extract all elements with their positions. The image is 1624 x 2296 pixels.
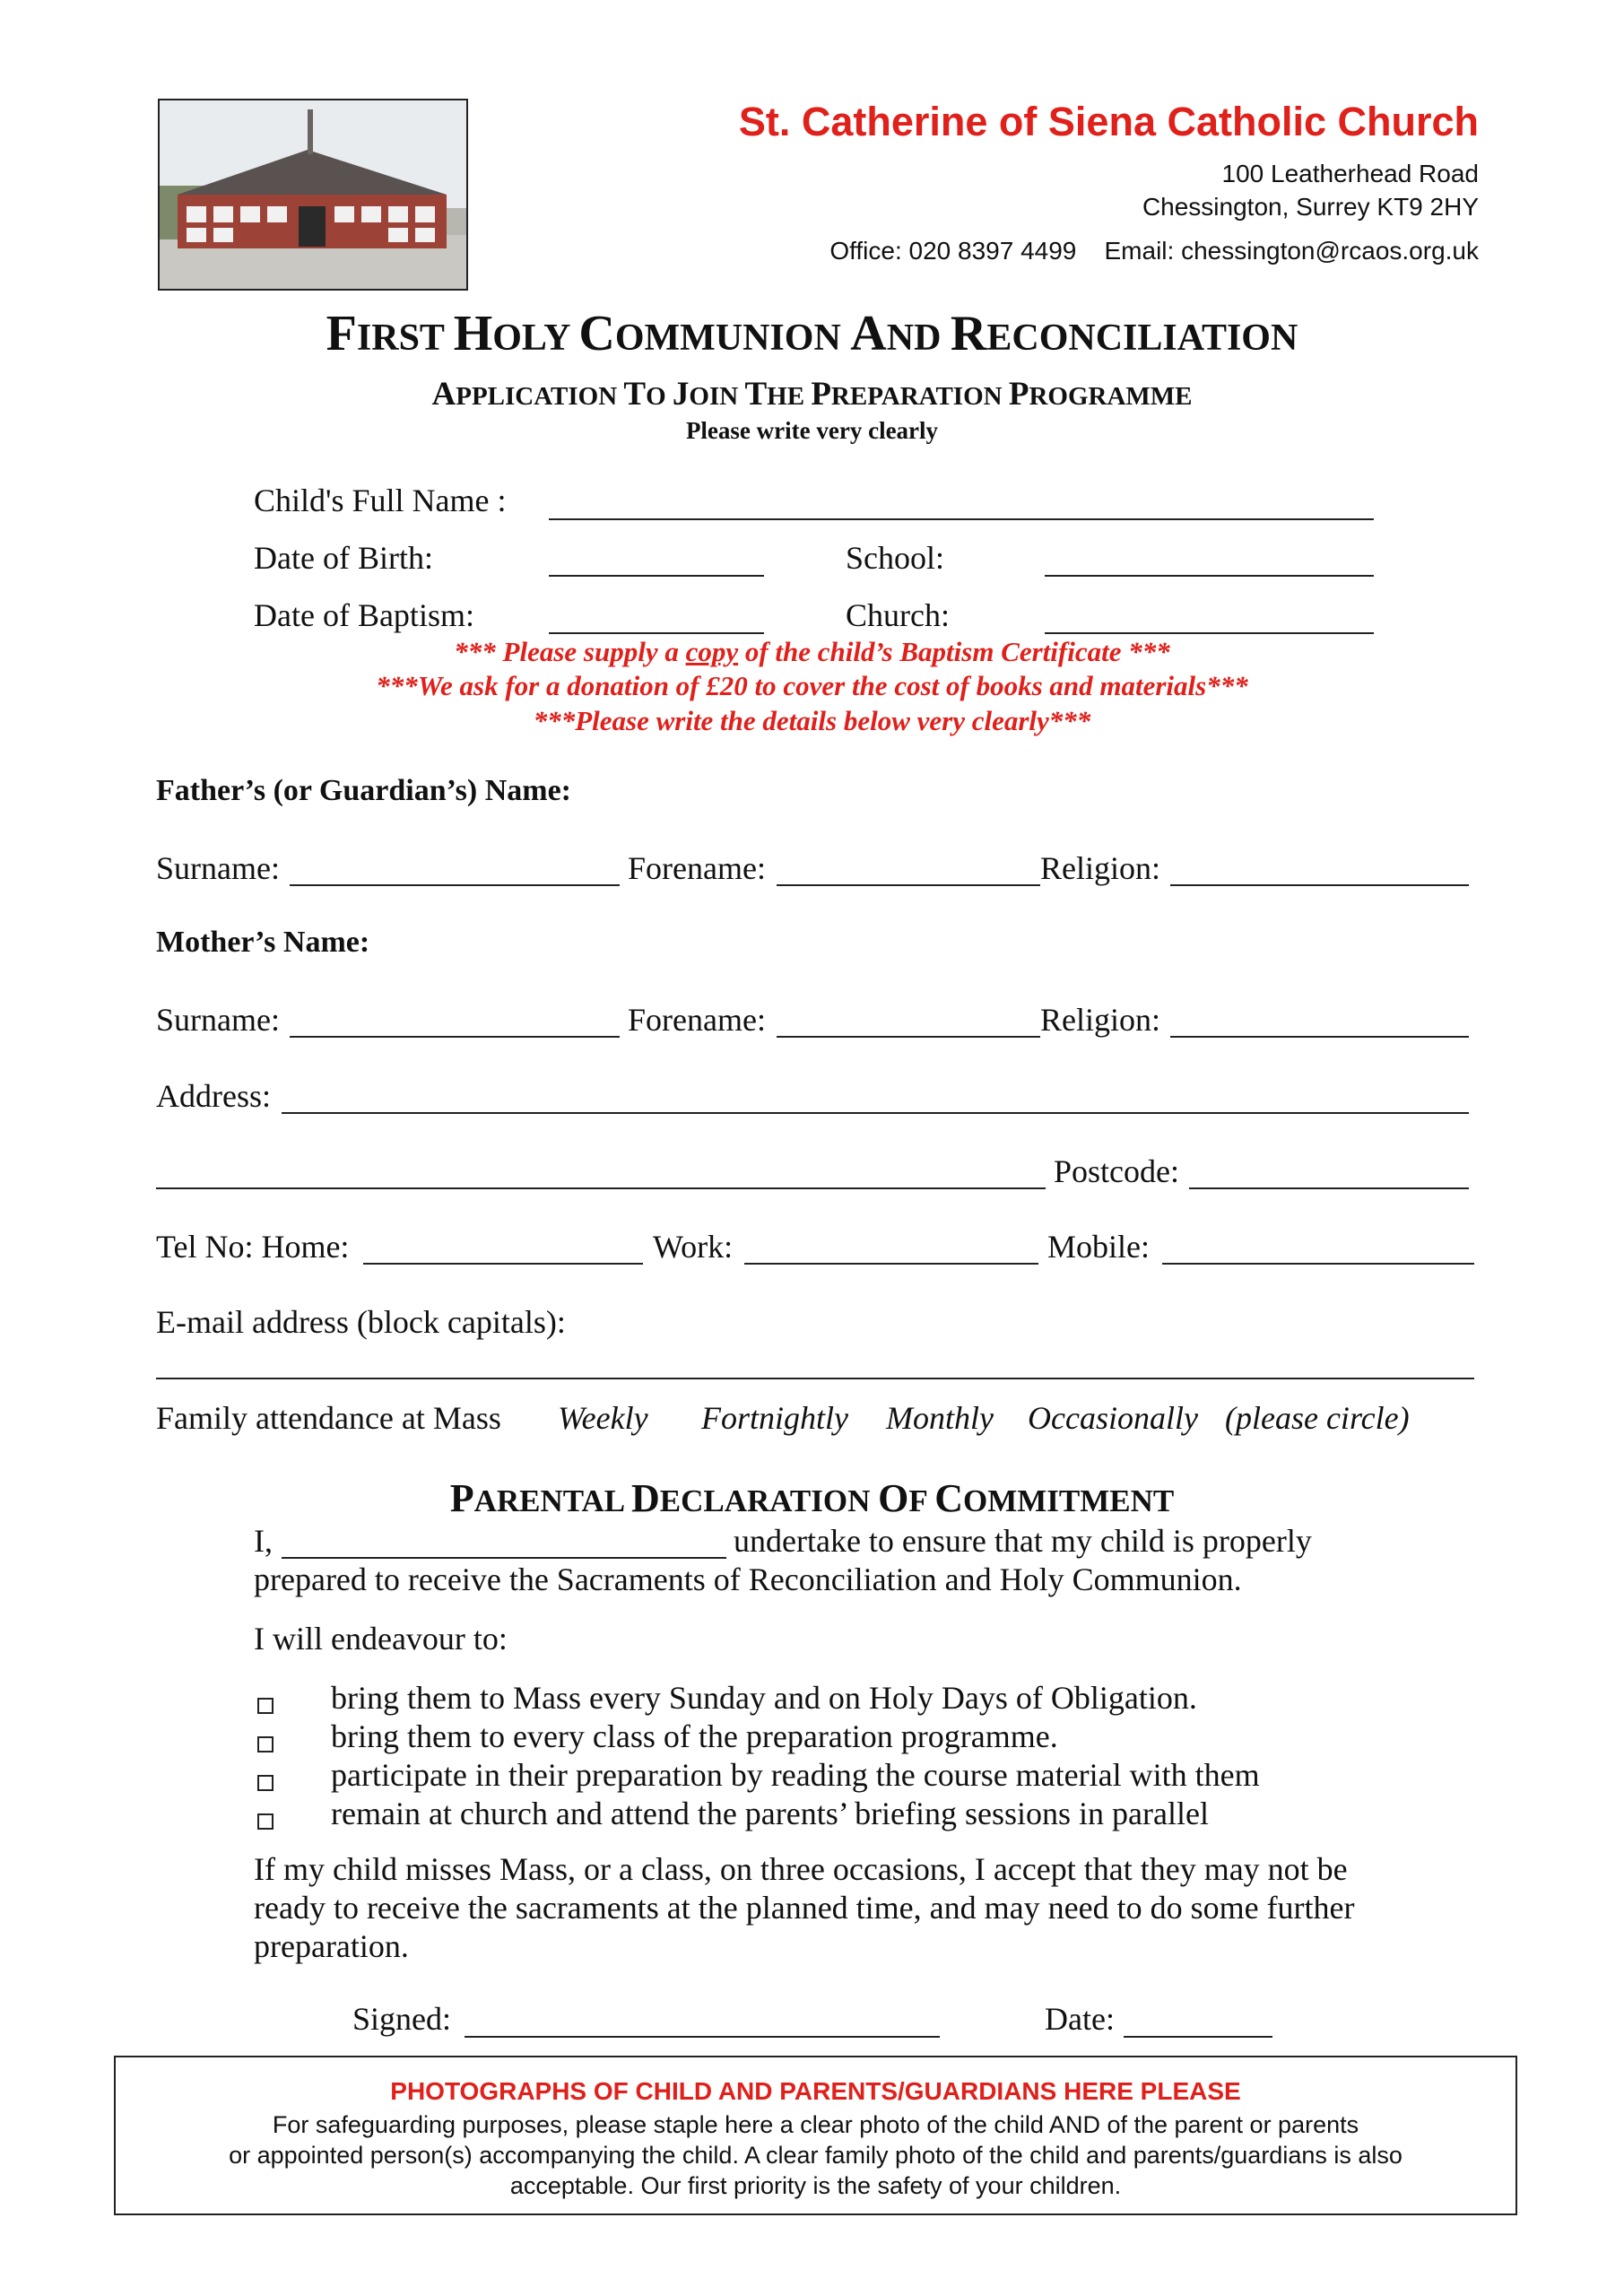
mother-heading: Mother’s Name: (156, 926, 370, 959)
father-religion-label: Religion: (1040, 850, 1160, 886)
father-religion-field[interactable] (1170, 884, 1469, 886)
attendance-label: Family attendance at Mass (156, 1400, 501, 1436)
attendance-fortnightly[interactable]: Fortnightly (701, 1400, 848, 1436)
attendance-please-circle: (please circle) (1225, 1400, 1410, 1436)
mother-forename-field[interactable] (777, 1036, 1040, 1038)
mother-surname-field[interactable] (290, 1036, 620, 1038)
baptism-date-label: Date of Baptism: (254, 597, 474, 633)
misses-line-2: ready to receive the sacraments at the planned time, and may need to do some further (254, 1890, 1355, 1926)
church-label: Church: (846, 597, 950, 633)
photo-box-line-2: or appointed person(s) accompanying the child. A clear family photo of the child and parents/guardians is also (229, 2142, 1403, 2169)
church-photo (158, 99, 468, 291)
tel-work-label: Work: (653, 1229, 734, 1265)
photo-box-line-1: For safeguarding purposes, please staple here a clear photo of the child AND of the parent or parents (272, 2111, 1359, 2138)
dob-label: Date of Birth: (254, 540, 433, 576)
mother-surname-label: Surname: (156, 1002, 280, 1038)
father-forename-field[interactable] (777, 884, 1040, 886)
date-field[interactable] (1124, 2036, 1272, 2038)
email-label: E-mail address (block capitals): (156, 1304, 566, 1340)
commitment-checkbox-2[interactable] (257, 1736, 274, 1752)
tel-mobile-field[interactable] (1162, 1263, 1474, 1265)
address-line-1: 100 Leatherhead Road (1221, 160, 1479, 187)
school-label: School: (846, 540, 945, 576)
mother-forename-label: Forename: (628, 1002, 766, 1038)
commitment-item-4: remain at church and attend the parents’ briefing sessions in parallel (331, 1796, 1209, 1831)
mother-religion-label: Religion: (1040, 1002, 1160, 1038)
commitment-checkbox-3[interactable] (257, 1775, 274, 1791)
date-label: Date: (1045, 2001, 1115, 2037)
declaration-undertake: undertake to ensure that my child is properly (734, 1523, 1312, 1559)
church-building-image (160, 100, 466, 289)
postcode-field[interactable] (1189, 1187, 1469, 1189)
child-name-label: Child's Full Name : (254, 483, 507, 518)
commitment-item-3: participate in their preparation by reading the course material with them (331, 1757, 1260, 1793)
address-label: Address: (156, 1078, 271, 1114)
misses-line-1: If my child misses Mass, or a class, on three occasions, I accept that they may not be (254, 1851, 1348, 1887)
commitment-checkbox-4[interactable] (257, 1813, 274, 1830)
attendance-weekly[interactable]: Weekly (558, 1400, 648, 1436)
mother-religion-field[interactable] (1170, 1036, 1469, 1038)
page-subtitle: APPLICATION TO JOIN THE PREPARATION PROGRAMME (431, 376, 1193, 413)
office-contact (829, 237, 1479, 265)
misses-line-3: preparation. (254, 1928, 409, 1964)
signature-field[interactable] (465, 2036, 940, 2038)
declaration-endeavour: I will endeavour to: (254, 1621, 508, 1657)
address-field-2[interactable] (156, 1187, 1046, 1189)
email-field[interactable] (156, 1378, 1474, 1379)
donation-notice: ***We ask for a donation of £20 to cover the cost of books and materials*** (376, 670, 1248, 701)
attendance-occasionally[interactable]: Occasionally (1028, 1400, 1198, 1436)
baptism-date-field[interactable] (549, 632, 764, 634)
declaration-title: PARENTAL DECLARATION OF COMMITMENT (449, 1476, 1175, 1520)
tel-work-field[interactable] (744, 1263, 1038, 1265)
commitment-item-2: bring them to every class of the preparation programme. (331, 1718, 1058, 1754)
tel-home-label: Tel No: Home: (156, 1229, 350, 1265)
photo-box-heading: PHOTOGRAPHS OF CHILD AND PARENTS/GUARDIANS HERE PLEASE (390, 2077, 1241, 2105)
tel-home-field[interactable] (363, 1263, 643, 1265)
declaration-i: I, (254, 1523, 273, 1559)
church-name: St. Catherine of Siena Catholic Church (738, 99, 1479, 144)
write-clearly-notice: ***Please write the details below very clearly*** (533, 705, 1091, 736)
father-heading: Father’s (or Guardian’s) Name: (156, 774, 572, 807)
signed-label: Signed: (352, 2001, 452, 2037)
address-line-2: Chessington, Surrey KT9 2HY (1142, 193, 1479, 221)
father-surname-label: Surname: (156, 850, 280, 886)
church-field[interactable] (1045, 632, 1374, 634)
photo-box-line-3: acceptable. Our first priority is the safety of your children. (509, 2172, 1122, 2199)
school-field[interactable] (1045, 575, 1374, 577)
address-field-1[interactable] (282, 1112, 1469, 1114)
tel-mobile-label: Mobile: (1047, 1229, 1150, 1265)
dob-field[interactable] (549, 575, 764, 577)
declaration-prepared: prepared to receive the Sacraments of Reconciliation and Holy Communion. (254, 1561, 1242, 1597)
child-name-field[interactable] (549, 518, 1374, 520)
postcode-label: Postcode: (1054, 1153, 1179, 1189)
commitment-item-1: bring them to Mass every Sunday and on Holy Days of Obligation. (331, 1680, 1197, 1716)
baptism-certificate-notice: *** Please supply a copy of the child’s Baptism Certificate *** (454, 636, 1170, 667)
father-forename-label: Forename: (628, 850, 766, 886)
father-surname-field[interactable] (290, 884, 620, 886)
page-title: FIRST HOLY COMMUNION AND RECONCILIATION (326, 306, 1298, 361)
office-phone: Office: 020 8397 4499 (829, 237, 1077, 265)
attendance-monthly[interactable]: Monthly (886, 1400, 994, 1436)
declaration-name-field[interactable] (282, 1557, 726, 1559)
commitment-checkbox-1[interactable] (257, 1698, 274, 1714)
write-clearly-note: Please write very clearly (685, 417, 939, 444)
office-email: Email: chessington@rcaos.org.uk (1104, 237, 1479, 265)
